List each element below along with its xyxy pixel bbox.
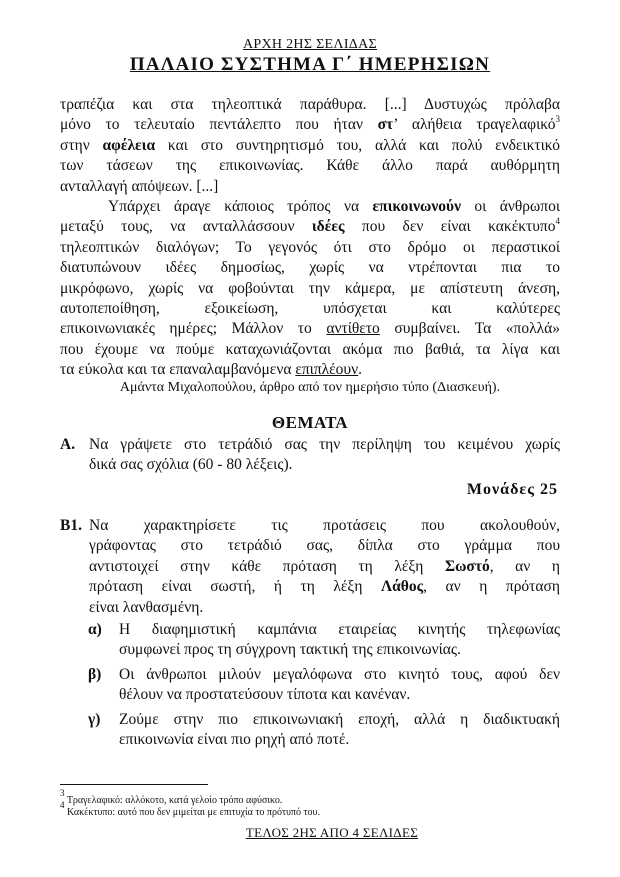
question-label: Β1. — [60, 517, 82, 534]
page-end-label: ΤΕΛΟΣ 2ΗΣ ΑΠΟ 4 ΣΕΛΙΔΕΣ — [245, 825, 419, 840]
question-a — [60, 435, 560, 476]
bold-word-lathos: Λάθος — [380, 578, 424, 596]
text-line: στην αφέλεια και στο συντηρητισμό του, αλλά και πολύ ενδεικτικό — [60, 136, 560, 154]
text-line: Η διαφημιστική καμπάνια εταιρείας κινητής τηλεφωνίας — [119, 621, 560, 638]
text-line: αντιστοιχεί στην κάθε πρόταση τη λέξη Σωστό, αν η — [89, 557, 560, 575]
question-label: Α. — [60, 436, 76, 453]
text-line: μόνο το τελευταίο πεντάλεπτο που ήταν στ’ αλήθεια τραγελαφικό$^3$ — [60, 114, 560, 134]
text-line: διατυπώνουν ιδέες δημοσίως, χωρίς να ντρέπονται πια το — [60, 259, 560, 277]
text-line: γράφοντας στο τετράδιό σας, δίπλα στο γράμμα που — [89, 537, 560, 555]
marks-label: Μονάδες 25 — [466, 481, 558, 498]
text-line: που έχουμε να πούμε καταχωνιάζονται ακόμα πιο βαθιά, τα λίγα και — [60, 340, 560, 358]
page-start-label: ΑΡΧΗ 2ΗΣ ΣΕΛΙΔΑΣ — [243, 37, 377, 52]
statement-label: α) — [88, 621, 102, 638]
text-line: επικοινωνιακές ημέρες; Μάλλον το αντίθετο συμβαίνει. Τα «πολλά» — [60, 320, 560, 338]
footnote-4: $^4$ Κακέκτυπο: αυτό που δεν μιμείται με επιτυχία το πρότυπό του. — [60, 800, 320, 818]
article-source: Αμάντα Μιχαλοπούλου, άρθρο από τον ημερήσιο τύπο (Διασκευή). — [119, 380, 501, 395]
text-line: μεταξύ τους, να ανταλλάσσουν ιδέες που δεν είναι κακέκτυπο$^4$ — [60, 216, 561, 236]
text-line: των τάσεων της επικοινωνίας. Κάθε άλλο παρά αυθόρμητη — [60, 157, 560, 175]
footnote-3: $^3$ Τραγελαφικό: αλλόκοτο, κατά γελοίο τρόπο αφύσικο. — [60, 788, 283, 806]
text-line: Ζούμε στην πιο επικοινωνιακή εποχή, αλλά η διαδικτυακή — [119, 711, 560, 728]
statement-label: γ) — [88, 711, 101, 728]
questions-heading: ΘΕΜΑΤΑ — [271, 413, 349, 432]
text-line: μικρόφωνο, χωρίς να φοβούνται την κάμερα, με απίστευτη άνεση, — [60, 279, 560, 297]
statement-c — [88, 710, 560, 751]
text-line: θέλουν να προστατεύσουν τίποτα και κανέναν. — [119, 686, 411, 704]
passage-paragraph-1 — [60, 95, 560, 197]
text-line: Να χαρακτηρίσετε τις προτάσεις που ακολουθούν, — [89, 517, 560, 534]
footnote-divider — [60, 784, 208, 785]
text-line: τηλεοπτικών διαλόγων; Το γεγονός ότι στο δρόμο οι περαστικοί — [60, 238, 560, 256]
underlined-word-antitheto: αντίθετο — [326, 320, 380, 338]
text-line: τραπέζια και στα τηλεοπτικά παράθυρα. [...] Δυστυχώς πρόλαβα — [60, 96, 560, 113]
bold-word-epikoinonoun: επικοινωνούν — [372, 198, 462, 215]
statement-label: β) — [88, 666, 102, 683]
text-line: Να γράψετε στο τετράδιό σας την περίληψη του κειμένου χωρίς — [89, 436, 560, 453]
bold-word-idees: ιδέες — [311, 218, 345, 236]
statement-b — [88, 665, 560, 706]
text-line: τα εύκολα και τα επαναλαμβανόμενα επιπλέουν. — [60, 361, 362, 379]
text-line: Υπάρχει άραγε κάποιος τρόπος να επικοινωνούν οι άνθρωποι — [108, 198, 560, 215]
passage-paragraph-2 — [60, 197, 560, 381]
exam-title: ΠΑΛΑΙΟ ΣΥΣΤΗΜΑ Γ΄ ΗΜΕΡΗΣΙΩΝ — [129, 54, 491, 75]
text-line: συμφωνεί προς τη σύγχρονη τακτική της επικοινωνίας. — [119, 641, 461, 659]
question-b1 — [60, 516, 560, 618]
underlined-word-epipleoun: επιπλέουν — [295, 361, 359, 379]
text-line: αυτοπεποίθηση, εξοικείωση, υπόσχεται και καλύτερες — [60, 300, 560, 318]
text-line: είναι λανθασμένη. — [89, 598, 204, 616]
text-line: επικοινωνία είναι πιο ρηχή από ποτέ. — [119, 731, 350, 749]
bold-word-afeleia: αφέλεια — [102, 136, 156, 154]
text-line: ανταλλαγή απόψεων. [...] — [60, 177, 219, 195]
text-line: Οι άνθρωποι μιλούν μεγαλόφωνα στο κινητό τους, αφού δεν — [119, 666, 560, 683]
bold-word: στ — [377, 116, 394, 134]
footnote-ref-4: 4 — [555, 216, 561, 227]
text-line: δικά σας σχόλια (60 - 80 λέξεις). — [89, 456, 293, 474]
statement-a — [88, 620, 560, 661]
footnote-ref-3: 3 — [555, 114, 560, 125]
text-line: πρόταση είναι σωστή, ή τη λέξη Λάθος, αν η πρόταση — [89, 578, 560, 596]
bold-word-sosto: Σωστό — [444, 557, 490, 575]
